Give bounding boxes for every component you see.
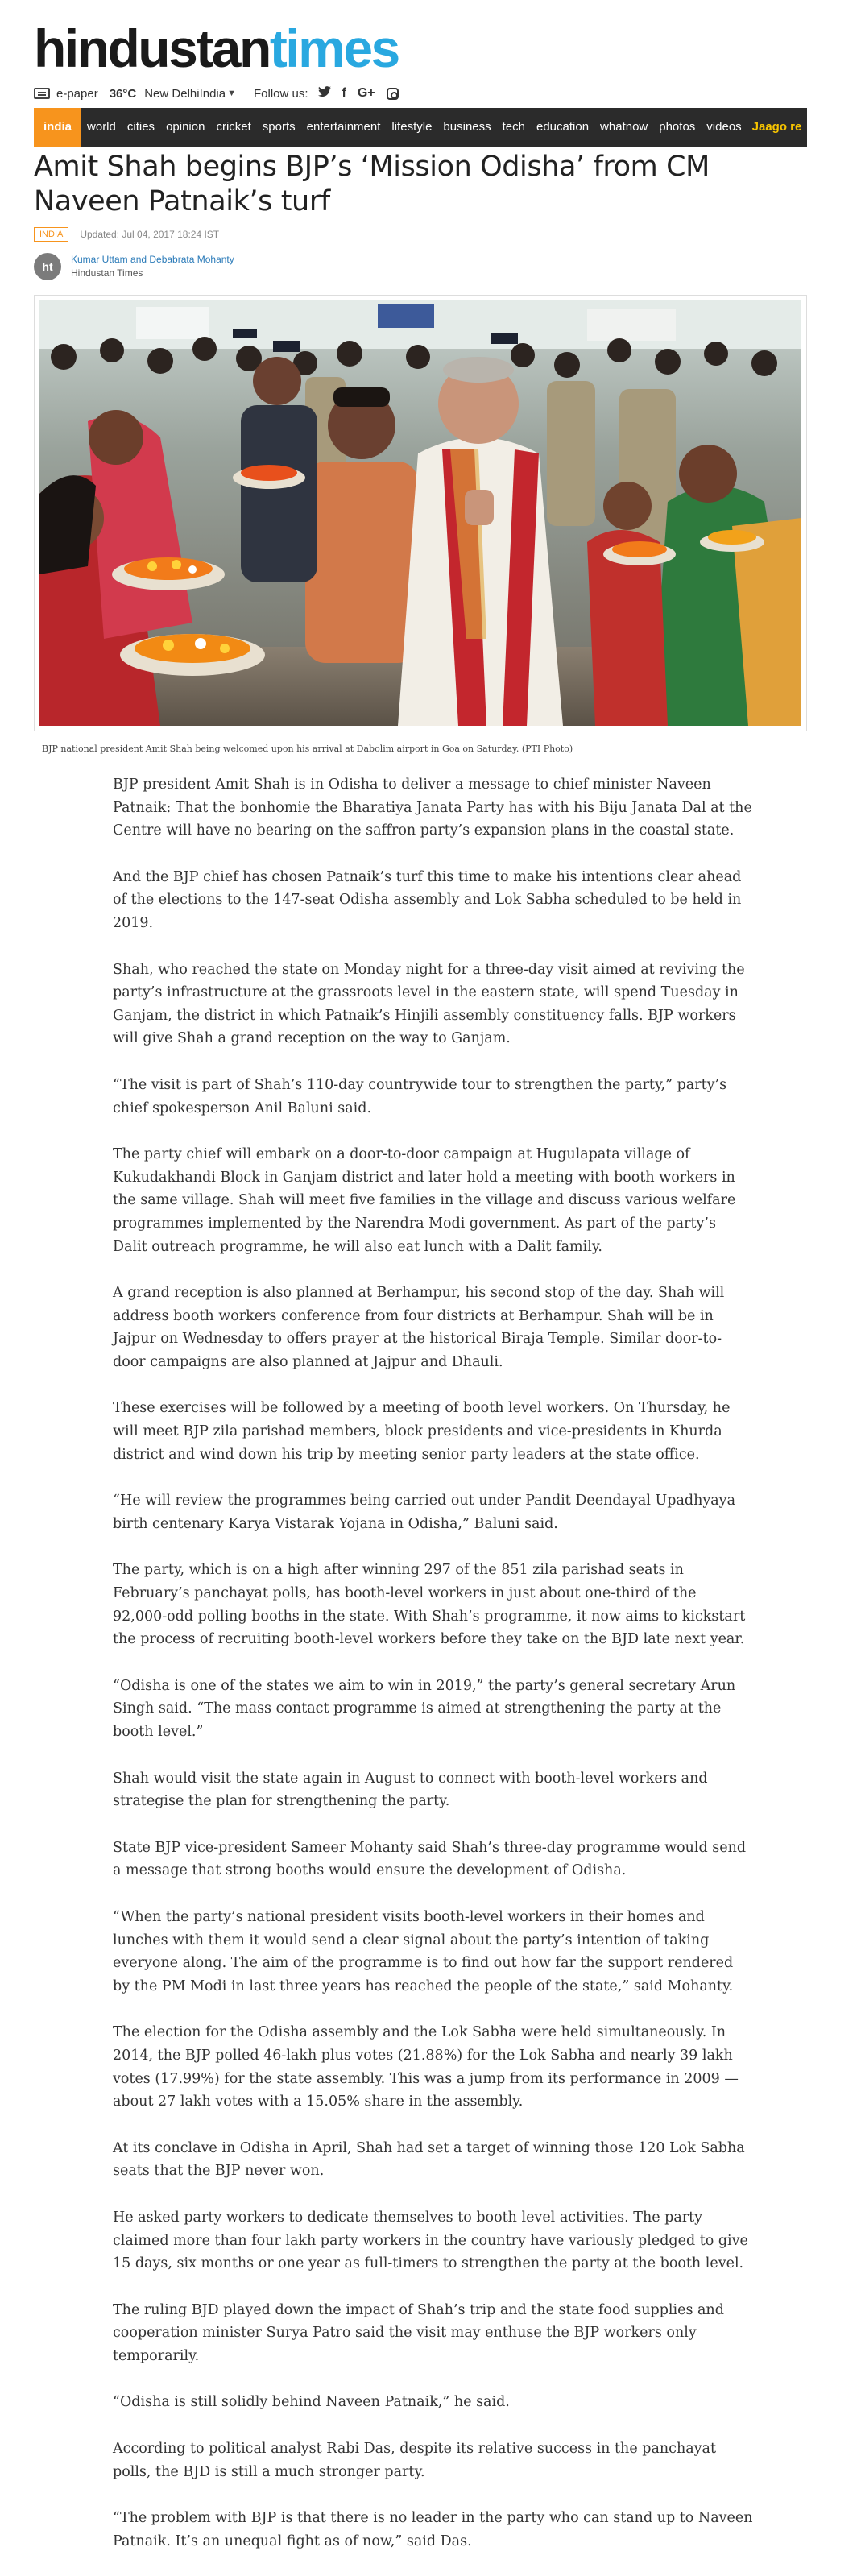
nav-item-lifestyle[interactable]: lifestyle <box>391 120 433 134</box>
lead-photo-image <box>39 300 801 726</box>
nav-item-cricket[interactable]: cricket <box>216 120 251 134</box>
article-paragraph: Shah, who reached the state on Monday night for a three-day visit aimed at reviving the party’s infrastructure at the grassroots level in the eastern state, will spend Tuesday in Ganjam, the district in which Patnaik’s Hinjili assembly constituency falls. BJP workers will give Shah a grand reception on the way to Ganjam. <box>113 961 745 1047</box>
nav-item-entertainment[interactable]: entertainment <box>306 120 381 134</box>
article-paragraph: “Odisha is one of the states we aim to win in 2019,” the party’s general secretary Arun Singh said. “The mass contact programme is aimed at strengthening the party at the booth level.” <box>113 1677 736 1740</box>
chevron-down-icon[interactable]: ▼ <box>227 89 236 98</box>
article-paragraph: The party chief will embark on a door-to-door campaign at Hugulapata village of Kukudakhandi Block in Ganjam district and later hold a meeting with booth workers in the same village. Shah will meet five families in the village and discuss various welfare programmes implemented by the Narendra Modi government. As part of the party’s Dalit outreach programme, he will also eat lunch with a Dalit family. <box>113 1146 736 1255</box>
article-paragraph: He asked party workers to dedicate themselves to booth level activities. The party claimed more than four lakh party workers in the country have variously pledged to give 15 days, six months or one year as full-timers to strengthen the party at the booth level. <box>113 2209 748 2272</box>
photo-caption: BJP national president Amit Shah being welcomed upon his arrival at Dabolim airport in Goa on Saturday. (PTI Photo) <box>42 743 573 754</box>
article-paragraph: And the BJP chief has chosen Patnaik’s turf this time to make his intentions clear ahead of the elections to the 147-seat Odisha assembly and Lok Sabha scheduled to be held in 2019. <box>113 868 742 931</box>
article-paragraph: BJP president Amit Shah is in Odisha to deliver a message to chief minister Naveen Patnaik: That the bonhomie the Bharatiya Janata Party has with his Biju Janata Dal at the Centre will have no bearing on the saffron party’s expansion plans in the coastal state. <box>113 777 752 839</box>
article-paragraph: According to political analyst Rabi Das, despite its relative success in the panchayat polls, the BJD is still a much stronger party. <box>113 2441 717 2480</box>
logo-times: times <box>269 19 399 78</box>
nav-item-india[interactable]: india <box>34 108 81 147</box>
author-link[interactable]: Kumar Uttam and Debabrata Mohanty <box>71 254 234 265</box>
article-paragraph: “The problem with BJP is that there is no leader in the party who can stand up to Naveen Patnaik. It’s an unequal fight as of now,” said Das. <box>113 2510 753 2549</box>
article-paragraph: These exercises will be followed by a meeting of booth level workers. On Thursday, he will meet BJP zila parishad members, block presidents and vice-presidents in Khurda district and wind down his trip by meeting senior party leaders at the state office. <box>113 1400 731 1463</box>
nav-item-world[interactable]: world <box>87 120 116 134</box>
google-plus-icon[interactable]: G+ <box>357 86 375 100</box>
nav-item-opinion[interactable]: opinion <box>166 120 205 134</box>
main-nav <box>34 108 830 147</box>
article-meta <box>34 227 219 242</box>
article-paragraph: Shah would visit the state again in August to connect with booth-level workers and strategise the plan for strengthening the party. <box>113 1770 708 1810</box>
nav-item-business[interactable]: business <box>443 120 491 134</box>
publisher-name: Hindustan Times <box>71 267 143 279</box>
nav-item-education[interactable]: education <box>536 120 590 134</box>
city-selector[interactable]: New DelhiIndia <box>144 86 226 101</box>
author-avatar: ht <box>34 253 61 280</box>
article-headline: Amit Shah begins BJP’s ‘Mission Odisha’ from CM Naveen Patnaik’s turf <box>34 151 710 217</box>
epaper-icon <box>34 88 50 99</box>
lead-photo <box>34 295 807 731</box>
article-paragraph: The ruling BJD played down the impact of Shah’s trip and the state food supplies and cooperation minister Surya Patro said the visit may enthuse the BJP workers only temporarily. <box>113 2301 724 2364</box>
utility-bar <box>34 84 399 103</box>
article-paragraph: State BJP vice-president Sameer Mohanty said Shah’s three-day programme would send a message that strong booths would ensure the development of Odisha. <box>113 1839 747 1879</box>
byline <box>34 251 234 282</box>
logo-hindustan: hindustan <box>34 19 270 78</box>
instagram-icon[interactable] <box>387 88 399 100</box>
nav-item-cities[interactable]: cities <box>126 120 155 134</box>
article-paragraph: “When the party’s national president visits booth-level workers in their homes and lunches with them it would send a clear signal about the party’s intention of taking everyone along. The aim of the programme is to find out how far the support rendered by the PM Modi in last three years has reached the people of the state,” said Mohanty. <box>113 1908 734 1994</box>
epaper-label: e-paper <box>56 86 98 101</box>
twitter-icon[interactable] <box>318 86 331 101</box>
more-menu-icon[interactable]: ••• <box>811 121 830 134</box>
section-badge[interactable]: INDIA <box>34 227 68 242</box>
site-logo[interactable] <box>34 19 399 78</box>
article-paragraph: At its conclave in Odisha in April, Shah had set a target of winning those 120 Lok Sabha seats that the BJP never won. <box>113 2139 745 2180</box>
nav-item-jaago-re[interactable]: Jaago re <box>751 120 802 134</box>
article-paragraph: “The visit is part of Shah’s 110-day countrywide tour to strengthen the party,” party’s chief spokesperson Anil Baluni said. <box>113 1076 727 1116</box>
nav-item-sports[interactable]: sports <box>262 120 296 134</box>
temperature: 36°C <box>109 86 137 101</box>
nav-item-videos[interactable]: videos <box>706 120 742 134</box>
article-paragraph: The election for the Odisha assembly and the Lok Sabha were held simultaneously. In 2014, the BJP polled 46-lakh plus votes (21.88%) for the Lok Sabha and nearly 39 lakh votes (17.99%) for the state assembly. This was a jump from its performance in 2009 — about 27 lakh votes with a 15.05% share in the assembly. <box>113 2024 739 2110</box>
nav-item-tech[interactable]: tech <box>502 120 525 134</box>
article-paragraph: The party, which is on a high after winning 297 of the 851 zila parishad seats in February’s panchayat polls, has booth-level workers in just about one-third of the 92,000-odd polling booths in the state. With Shah’s programme, it now aims to kickstart the process of recruiting booth-level workers before they take on the BJD late next year. <box>113 1562 746 1648</box>
article-body <box>113 773 753 2576</box>
article-paragraph: “He will review the programmes being carried out under Pandit Deendayal Upadhyaya birth centenary Karya Vistarak Yojana in Odisha,” Baluni said. <box>113 1493 735 1532</box>
article-paragraph: A grand reception is also planned at Berhampur, his second stop of the day. Shah will address booth workers conference from four districts at Berhampur. Shah will be in Jajpur on Wednesday to offers prayer at the historical Biraja Temple. Similar door-to-door campaigns are also planned at Jajpur and Dhauli. <box>113 1285 725 1370</box>
updated-timestamp: Updated: Jul 04, 2017 18:24 IST <box>80 229 220 240</box>
follow-us-label: Follow us: <box>254 86 308 101</box>
epaper-link[interactable] <box>34 87 98 101</box>
article-paragraph: “Odisha is still solidly behind Naveen Patnaik,” he said. <box>113 2394 510 2411</box>
nav-item-whatnow[interactable]: whatnow <box>600 120 648 134</box>
nav-item-photos[interactable]: photos <box>659 120 696 134</box>
facebook-icon[interactable]: f <box>342 86 346 100</box>
